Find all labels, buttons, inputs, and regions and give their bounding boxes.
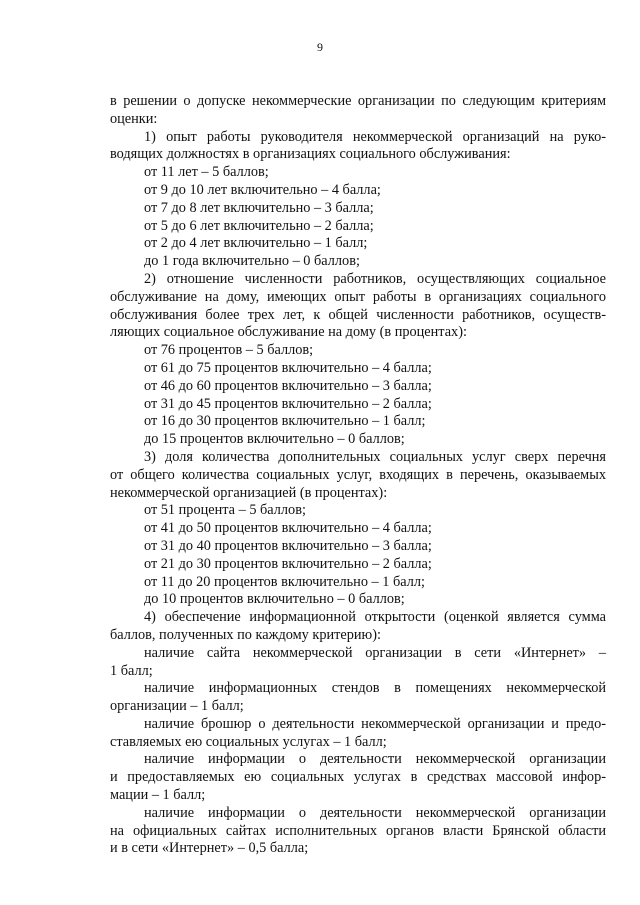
text-line: от 61 до 75 процентов включительно – 4 балла; (144, 359, 432, 376)
text-line: 4) обеспечение информационной открытости (оценкой является сумма (144, 609, 606, 626)
text-line: наличие сайта некоммерческой организации в сети «Интернет» – (144, 644, 606, 661)
text-line: от 76 процентов – 5 баллов; (144, 342, 314, 359)
text-line: от 31 до 45 процентов включительно – 2 балла; (144, 395, 432, 412)
text-line: и в сети «Интернет» – 0,5 балла; (110, 840, 309, 857)
document-body (110, 93, 606, 858)
text-line: от 46 до 60 процентов включительно – 3 балла; (144, 377, 432, 394)
text-line: от 11 до 20 процентов включительно – 1 балл; (144, 573, 425, 590)
text-line: от 31 до 40 процентов включительно – 3 балла; (144, 537, 432, 554)
text-line: от 51 процента – 5 баллов; (144, 502, 306, 519)
page-number: 9 (317, 40, 323, 54)
text-line: 2) отношение численности работников, осуществляющих социальное (144, 270, 606, 287)
text-line: от 2 до 4 лет включительно – 1 балл; (144, 235, 368, 252)
text-line: оценки: (110, 110, 158, 127)
text-line: 1) опыт работы руководителя некоммерческой организаций на руко- (144, 128, 606, 145)
text-line: 3) доля количества дополнительных социальных услуг сверх перечня (144, 448, 606, 465)
text-line: обслуживания более трех лет, к общей численности работников, осуществ- (110, 306, 606, 323)
text-line: водящих должностях в организациях социального обслуживания: (110, 146, 511, 163)
text-line: ставляемых ею социальных услугах – 1 балл; (110, 733, 387, 750)
text-line: от 41 до 50 процентов включительно – 4 балла; (144, 520, 432, 537)
text-line: от общего количества социальных услуг, входящих в перечень, оказываемых (110, 466, 606, 483)
text-line: ляющих социальное обслуживание на дому (в процентах): (110, 324, 467, 341)
text-line: 1 балл; (110, 662, 153, 679)
text-line: и предоставляемых ею социальных услугах в средствах массовой инфор- (110, 769, 606, 786)
text-line: от 16 до 30 процентов включительно – 1 балл; (144, 413, 426, 430)
text-line: до 1 года включительно – 0 баллов; (144, 253, 360, 270)
text-line: наличие информационных стендов в помещениях некоммерческой (144, 680, 606, 697)
text-line: наличие брошюр о деятельности некоммерческой организации и предо- (144, 715, 606, 732)
text-line: от 21 до 30 процентов включительно – 2 балла; (144, 555, 432, 572)
text-line: наличие информации о деятельности некоммерческой организации (144, 751, 606, 768)
text-line: мации – 1 балл; (110, 787, 206, 804)
text-line: до 10 процентов включительно – 0 баллов; (144, 591, 405, 608)
text-line: обслуживание на дому, имеющих опыт работы в организациях социального (110, 288, 606, 305)
text-line: до 15 процентов включительно – 0 баллов; (144, 431, 405, 448)
text-line: наличие информации о деятельности некоммерческой организации (144, 804, 606, 821)
text-line: от 11 лет – 5 баллов; (144, 164, 269, 181)
text-line: от 5 до 6 лет включительно – 2 балла; (144, 217, 374, 234)
text-line: от 9 до 10 лет включительно – 4 балла; (144, 181, 381, 198)
text-line: на официальных сайтах исполнительных органов власти Брянской области (110, 822, 606, 839)
text-line: организации – 1 балл; (110, 698, 244, 715)
text-line: некоммерческой организацией (в процентах): (110, 484, 388, 501)
text-line: от 7 до 8 лет включительно – 3 балла; (144, 199, 374, 216)
text-line: в решении о допуске некоммерческие организации по следующим критериям (110, 93, 606, 109)
text-line: баллов, полученных по каждому критерию): (110, 626, 381, 643)
